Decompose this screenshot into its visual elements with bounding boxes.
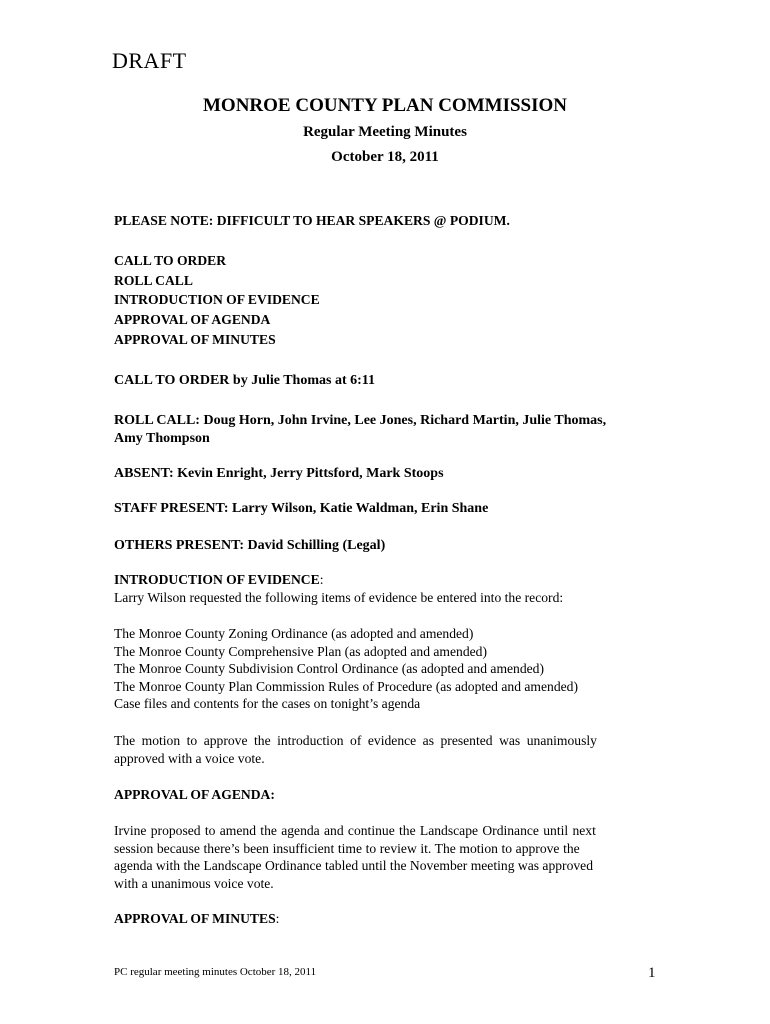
roll-call-line: ROLL CALL: Doug Horn, John Irvine, Lee Jones, Richard Martin, Julie Thomas,	[114, 413, 607, 428]
paragraph-line: with a unanimous voice vote.	[114, 875, 274, 891]
paragraph-line: Irvine proposed to amend the agenda and continue the Landscape Ordinance until next	[114, 823, 596, 838]
evidence-item: The Monroe County Subdivision Control Ordinance (as adopted and amended)	[114, 661, 545, 676]
draft-label: DRAFT	[112, 48, 187, 73]
paragraph-line: The motion to approve the introduction of evidence as presented was unanimously	[114, 733, 597, 748]
others-present-section: OTHERS PRESENT: David Schilling (Legal)	[114, 538, 386, 553]
heading-colon: :	[275, 911, 280, 926]
document-subtitle: Regular Meeting Minutes	[303, 124, 467, 140]
evidence-item: Case files and contents for the cases on tonight’s agenda	[114, 696, 421, 711]
introduction-of-evidence-section	[114, 571, 659, 606]
agenda-item: CALL TO ORDER	[114, 253, 227, 268]
agenda-list	[114, 251, 659, 350]
staff-present-section: STAFF PRESENT: Larry Wilson, Katie Waldman, Erin Shane	[114, 501, 489, 516]
call-to-order-section: CALL TO ORDER by Julie Thomas at 6:11	[114, 373, 376, 388]
introduction-text: Larry Wilson requested the following items of evidence be entered into the record:	[114, 589, 564, 605]
section-heading: INTRODUCTION OF EVIDENCE	[114, 572, 320, 587]
section-heading: APPROVAL OF MINUTES	[114, 911, 276, 926]
agenda-item: ROLL CALL	[114, 272, 193, 288]
paragraph-line: agenda with the Landscape Ordinance tabled until the November meeting was approved	[114, 858, 594, 873]
roll-call-line: Amy Thompson	[114, 430, 210, 446]
meeting-date: October 18, 2011	[331, 149, 439, 165]
agenda-item: APPROVAL OF AGENDA	[114, 312, 271, 328]
approval-of-agenda-heading: APPROVAL OF AGENDA:	[114, 787, 275, 802]
evidence-item: The Monroe County Zoning Ordinance (as adopted and amended)	[114, 626, 474, 641]
document-title: MONROE COUNTY PLAN COMMISSION	[203, 95, 567, 116]
approval-of-minutes-heading	[114, 910, 659, 928]
roll-call-section	[114, 412, 659, 447]
agenda-item: APPROVAL OF MINUTES	[114, 331, 276, 347]
paragraph-line: session because there’s been insufficient time to review it. The motion to approve the	[114, 840, 580, 856]
evidence-item: The Monroe County Comprehensive Plan (as adopted and amended)	[114, 643, 487, 659]
paragraph-line: approved with a voice vote.	[114, 750, 265, 766]
approval-of-agenda-paragraph	[114, 822, 659, 892]
agenda-item: INTRODUCTION OF EVIDENCE	[114, 292, 320, 308]
absent-section: ABSENT: Kevin Enright, Jerry Pittsford, Mark Stoops	[114, 466, 444, 481]
page-number: 1	[648, 965, 656, 981]
evidence-item: The Monroe County Plan Commission Rules of Procedure (as adopted and amended)	[114, 678, 578, 694]
heading-colon: :	[319, 572, 324, 587]
evidence-list	[114, 625, 659, 713]
evidence-motion-paragraph	[114, 732, 659, 767]
page-footer: PC regular meeting minutes October 18, 2011	[114, 966, 317, 978]
podium-note: PLEASE NOTE: DIFFICULT TO HEAR SPEAKERS @ PODIUM.	[114, 213, 510, 228]
